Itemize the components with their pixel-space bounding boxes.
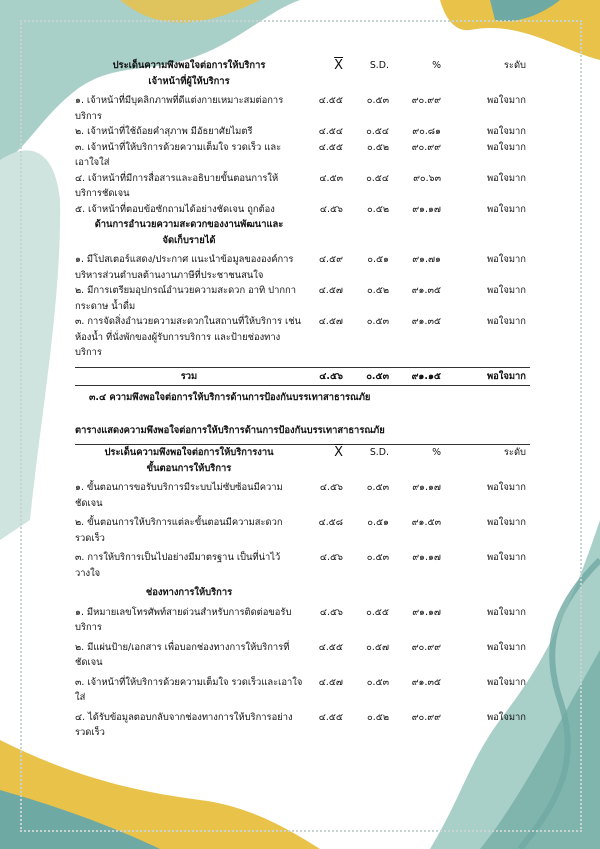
document-body — [75, 58, 530, 741]
row-level: พอใจมาก — [486, 126, 526, 137]
table2-group2-title: ช่องทางการให้บริการ — [145, 587, 233, 598]
table-row — [75, 171, 530, 202]
table1-header-sd: S.D. — [369, 60, 389, 71]
table-row — [75, 283, 530, 314]
row-pct: ๙๑.๓๕ — [411, 285, 441, 296]
row-mean: ๔.๕๕ — [318, 711, 343, 723]
row-mean: ๔.๕๙ — [318, 254, 343, 265]
row-sd: ๐.๕๓ — [366, 482, 389, 493]
row-level: พอใจมาก — [486, 316, 526, 327]
row-level: พอใจมาก — [486, 676, 526, 688]
row-text: ๓. เจ้าหน้าที่ให้บริการด้วยความเต็มใจ รวดเร็ว และเอาใจใส่ — [75, 141, 282, 168]
table2-header-pct: % — [432, 447, 441, 458]
row-level: พอใจมาก — [486, 285, 526, 296]
row-level: พอใจมาก — [486, 95, 526, 106]
row-level: พอใจมาก — [486, 141, 526, 153]
row-text: ๑. ขั้นตอนการขอรับบริการมีระบบไม่ซับซ้อนมีความชัดเจน — [75, 482, 283, 509]
row-pct: ๙๑.๗๑ — [412, 254, 441, 265]
table2-header-sd: S.D. — [369, 447, 389, 458]
row-level: พอใจมาก — [486, 641, 526, 653]
table-row — [75, 93, 530, 124]
table-row — [75, 252, 530, 283]
table-row — [75, 640, 530, 671]
table2-header-level: ระดับ — [503, 447, 526, 458]
table-row — [75, 710, 530, 741]
table2-header — [75, 445, 530, 461]
section-heading: ๓.๔ ความพึงพอใจต่อการให้บริการด้านการป้องกันบรรเทาสาธารณภัย — [89, 392, 371, 403]
row-text: ๒. มีการเตรียมอุปกรณ์อำนวยความสะดวก อาทิ ปากกา กระดาษ น้ำดื่ม — [75, 285, 296, 312]
row-pct: ๙๐.๙๙ — [411, 641, 441, 653]
row-text: ๔. เจ้าหน้าที่มีการสื่อสารและอธิบายขั้นตอนการให้บริการชัดเจน — [75, 172, 279, 199]
row-text: ๑. เจ้าหน้าที่มีบุคลิกภาพที่ดีแต่งกายเหมาะสมต่อการบริการ — [75, 95, 284, 122]
row-mean: ๔.๕๕ — [318, 641, 343, 653]
row-pct: ๙๑.๓๕ — [411, 316, 441, 327]
table1-header-level: ระดับ — [503, 60, 526, 71]
total-level: พอใจมาก — [486, 370, 526, 382]
row-mean: ๔.๕๓ — [319, 172, 343, 184]
row-sd: ๐.๕๓ — [366, 316, 389, 327]
row-mean: ๔.๕๖ — [319, 203, 343, 215]
row-mean: ๔.๕๕ — [318, 95, 343, 106]
row-pct: ๙๑.๑๗ — [412, 552, 441, 563]
row-sd: ๐.๕๒ — [367, 285, 389, 296]
table1-header — [75, 58, 530, 74]
row-pct: ๙๐.๙๙ — [411, 141, 441, 153]
row-text: ๕. เจ้าหน้าที่ตอบข้อซักถามได้อย่างชัดเจน ถูกต้อง — [75, 203, 275, 215]
row-pct: ๙๑.๕๓ — [411, 517, 441, 528]
table-row — [75, 480, 530, 511]
row-level: พอใจมาก — [486, 482, 526, 493]
row-sd: ๐.๕๑ — [367, 517, 389, 528]
row-sd: ๐.๕๔ — [366, 126, 389, 137]
row-level: พอใจมาก — [486, 254, 526, 265]
row-level: พอใจมาก — [486, 203, 526, 215]
total-label: รวม — [180, 370, 198, 382]
table1-header-mean: $\overline{X}$ — [334, 58, 343, 73]
table1-group2-title-b: จัดเก็บรายได้ — [162, 234, 216, 246]
row-pct: ๙๑.๑๗ — [412, 482, 441, 493]
table1-header-pct: % — [432, 60, 441, 71]
row-level: พอใจมาก — [486, 172, 526, 184]
row-text: ๓. การจัดสิ่งอำนวยความสะดวกในสถานที่ให้บริการ เช่น ห้องน้ำ ที่นั่งพักของผู้รับการบริการ และป้ายช่องทางบริการ — [75, 316, 301, 358]
total-pct: ๙๑.๑๕ — [411, 370, 441, 382]
row-level: พอใจมาก — [486, 517, 526, 528]
row-mean: ๔.๕๗ — [318, 676, 343, 688]
row-pct: ๙๑.๓๕ — [411, 676, 441, 688]
table1-group2-title-a: ด้านการอำนวยความสะดวกของงานพัฒนาและ — [94, 219, 284, 230]
row-text: ๒. มีแผ่นป้าย/เอกสาร เพื่อบอกช่องทางการให้บริการที่ชัดเจน — [75, 641, 290, 668]
row-mean: ๔.๕๗ — [318, 285, 343, 296]
table-row — [75, 675, 530, 706]
row-text: ๓. เจ้าหน้าที่ให้บริการด้วยความเต็มใจ รวดเร็วและเอาใจใส่ — [75, 676, 303, 703]
table2-header-text: ประเด็นความพึงพอใจต่อการให้บริการงาน — [104, 447, 274, 458]
table1-group1-title: เจ้าหน้าที่ผู้ให้บริการ — [148, 75, 230, 87]
row-pct: ๙๐.๘๑ — [412, 126, 441, 137]
row-pct: ๙๐.๙๙ — [411, 95, 441, 106]
row-mean: ๔.๕๖ — [319, 482, 343, 493]
table1-header-text: ประเด็นความพึงพอใจต่อการให้บริการ — [112, 60, 266, 71]
table-row — [75, 515, 530, 546]
row-sd: ๐.๕๒ — [367, 141, 389, 153]
row-mean: ๔.๕๗ — [318, 316, 343, 327]
row-mean: ๔.๕๕ — [318, 141, 343, 153]
total-sd: ๐.๕๓ — [366, 370, 389, 382]
row-text: ๔. ได้รับข้อมูลตอบกลับจากช่องทางการให้บริการอย่างรวดเร็ว — [75, 711, 293, 738]
total-mean: ๔.๕๖ — [319, 370, 343, 382]
table-row — [75, 124, 530, 140]
table-row — [75, 550, 530, 581]
row-mean: ๔.๕๔ — [318, 126, 343, 137]
row-pct: ๙๐.๖๓ — [413, 172, 441, 184]
table2-title: ตารางแสดงความพึงพอใจต่อการให้บริการด้านการป้องกันบรรเทาสาธารณภัย — [75, 424, 385, 436]
row-sd: ๐.๕๑ — [367, 254, 389, 265]
table2-header-mean: $\overline{X}$ — [334, 445, 343, 460]
table-row — [75, 605, 530, 636]
row-text: ๑. มีหมายเลขโทรศัพท์สายด่วนสำหรับการติดต่อขอรับบริการ — [75, 606, 292, 633]
row-sd: ๐.๕๓ — [366, 552, 389, 563]
row-level: พอใจมาก — [486, 711, 526, 723]
table-row — [75, 140, 530, 171]
row-sd: ๐.๕๒ — [367, 203, 389, 215]
table2-group1-title: ขั้นตอนการให้บริการ — [146, 462, 232, 474]
row-text: ๓. การให้บริการเป็นไปอย่างมีมาตรฐาน เป็นที่น่าไว้วางใจ — [75, 552, 281, 579]
row-mean: ๔.๕๖ — [319, 606, 343, 618]
row-text: ๒. ขั้นตอนการให้บริการแต่ละขั้นตอนมีความสะดวกรวดเร็ว — [75, 517, 283, 544]
row-sd: ๐.๕๒ — [367, 711, 389, 723]
table1-total-row — [75, 367, 530, 387]
row-text: ๒. เจ้าหน้าที่ใช้ถ้อยคำสุภาพ มีอัธยาศัยไมตรี — [75, 126, 253, 137]
row-sd: ๐.๕๔ — [366, 172, 389, 184]
row-mean: ๔.๕๘ — [318, 517, 343, 528]
row-text: ๑. มีโปสเตอร์แสดง/ประกาศ แนะนำข้อมูลขององค์การบริหารส่วนตำบลต้านงานภาษีที่ประชาชนสนใจ — [75, 254, 294, 281]
row-sd: ๐.๕๕ — [366, 606, 389, 618]
table-row — [75, 314, 530, 361]
row-sd: ๐.๕๗ — [366, 641, 389, 653]
table-row — [75, 202, 530, 218]
row-pct: ๙๑.๑๗ — [412, 606, 441, 618]
row-level: พอใจมาก — [486, 606, 526, 618]
row-pct: ๙๑.๑๗ — [412, 203, 441, 215]
row-sd: ๐.๕๓ — [366, 95, 389, 106]
row-pct: ๙๐.๙๙ — [411, 711, 441, 723]
row-level: พอใจมาก — [486, 552, 526, 563]
row-mean: ๔.๕๖ — [319, 552, 343, 563]
row-sd: ๐.๕๓ — [366, 676, 389, 688]
